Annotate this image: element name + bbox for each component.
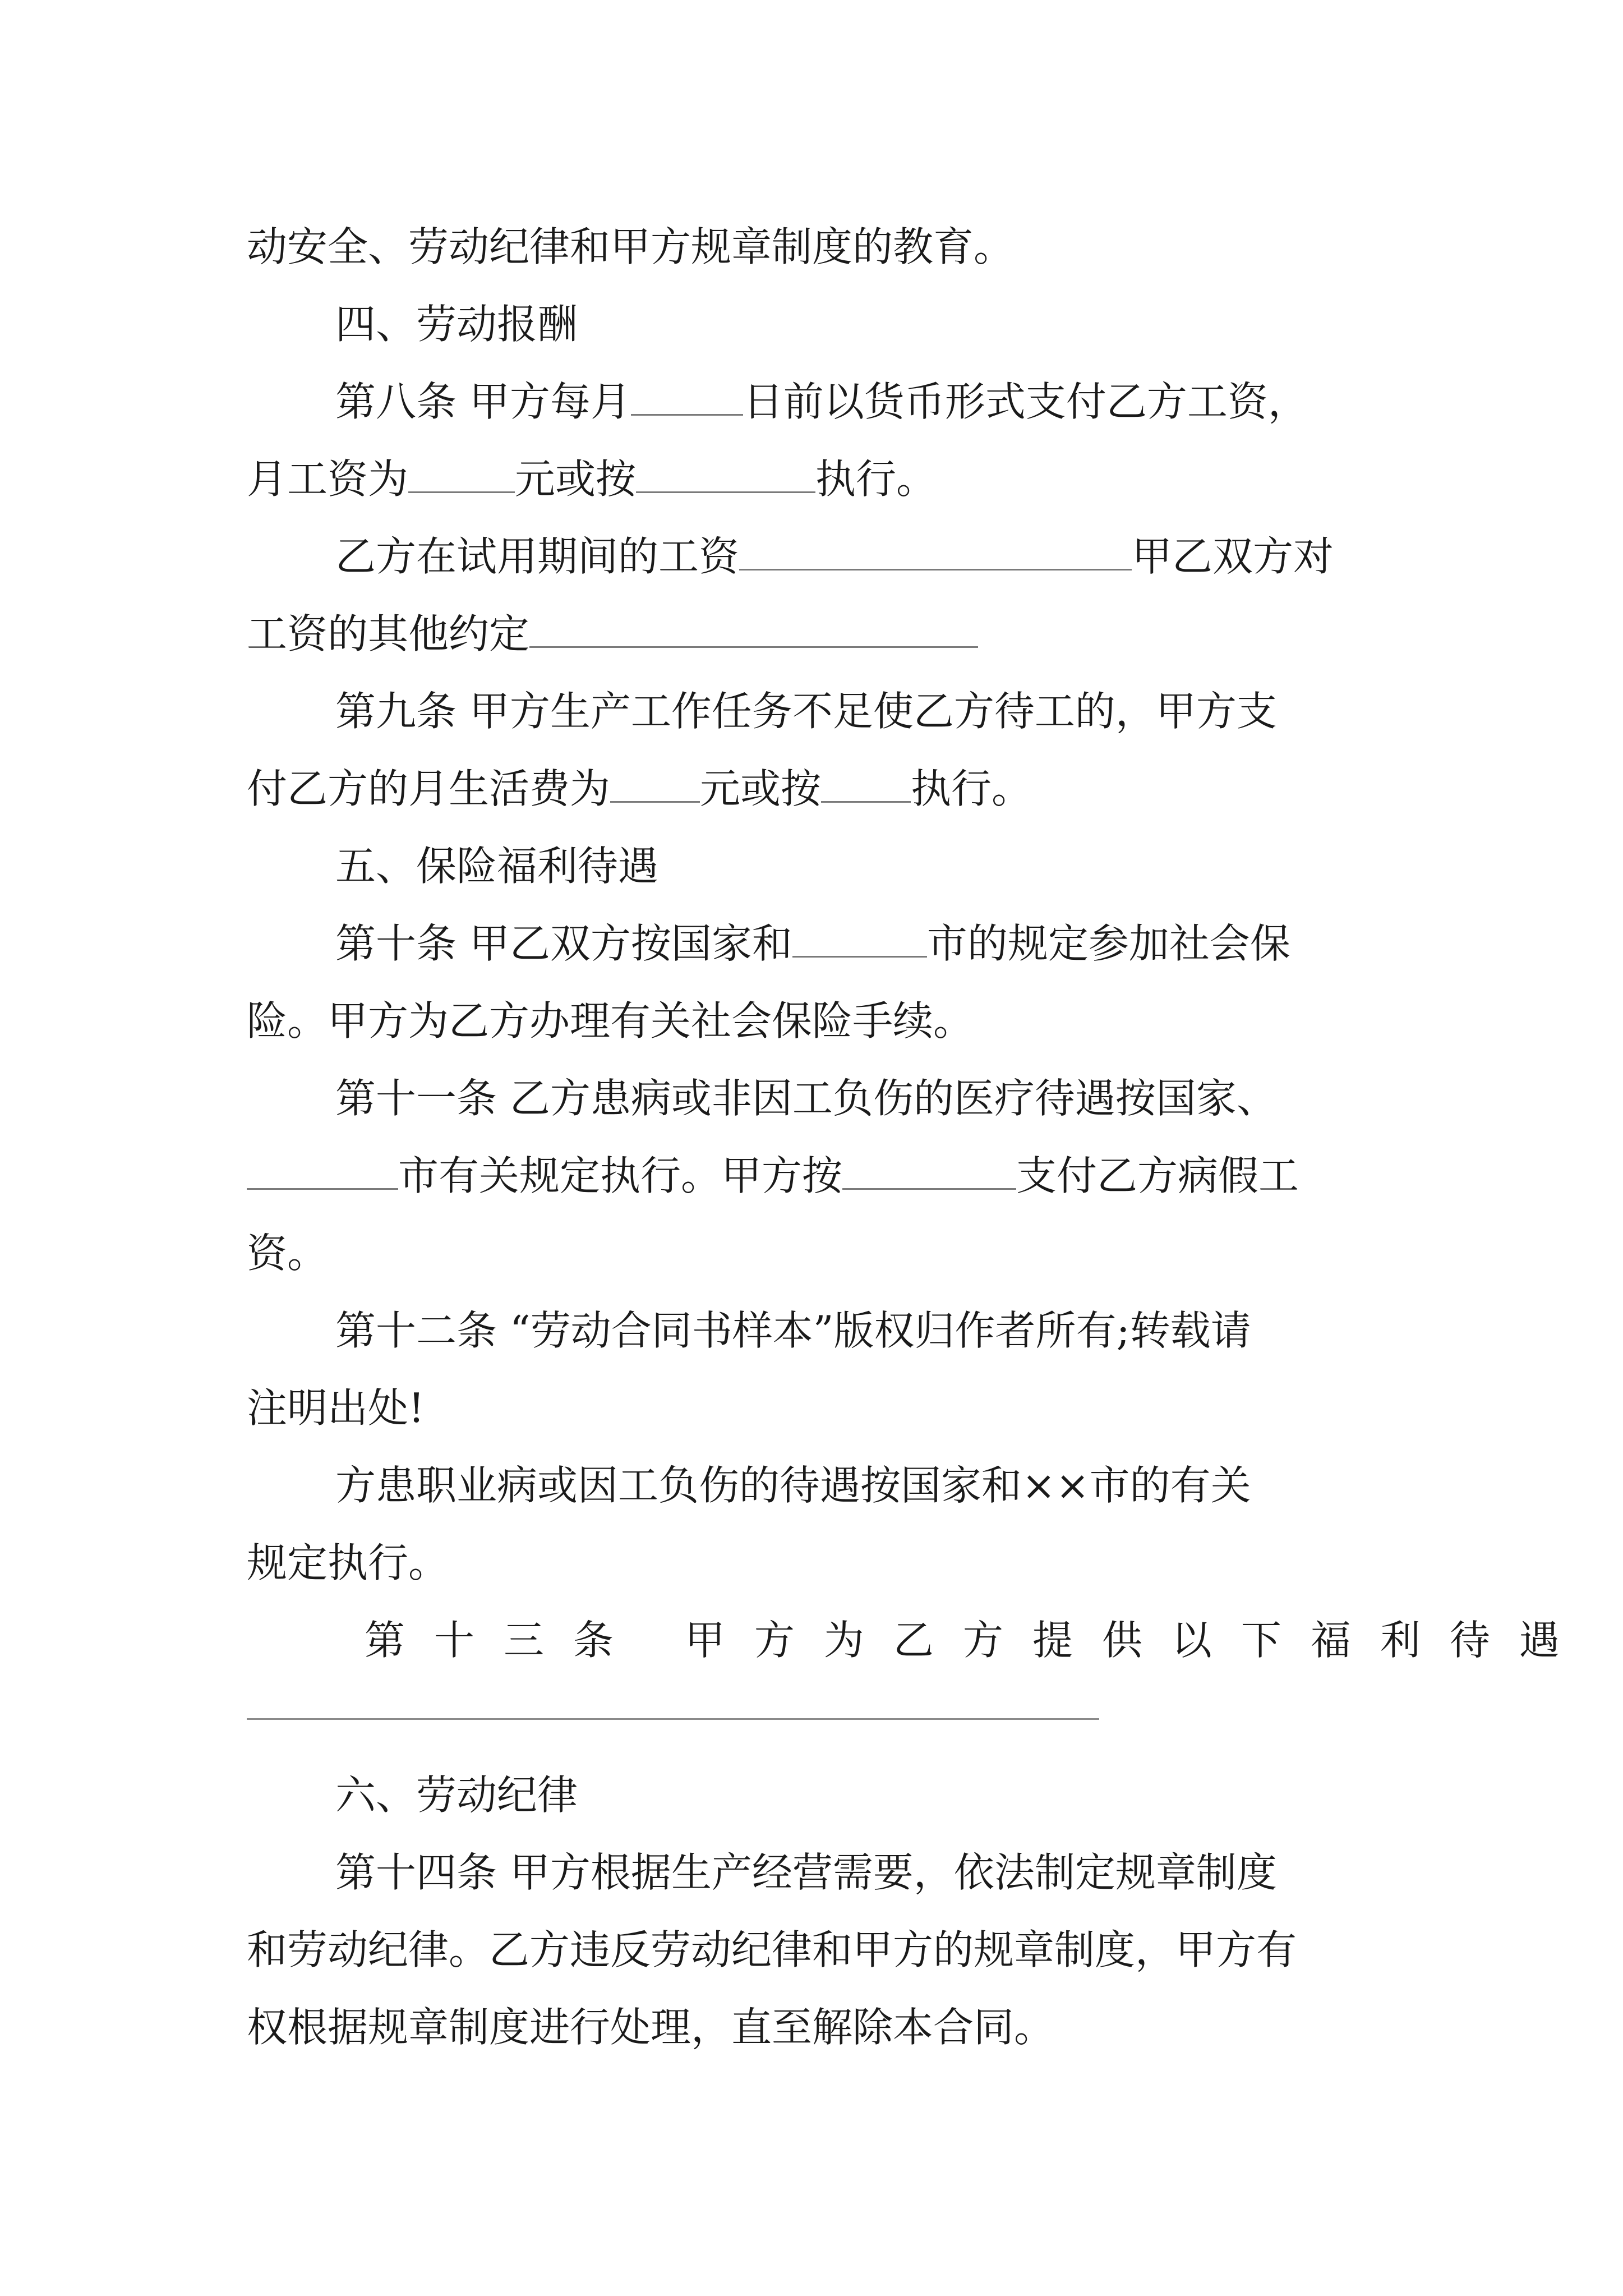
- paragraph-text: 第九条 甲方生产工作任务不足使乙方待工的，甲方支: [335, 688, 1277, 735]
- paragraph-text: 市有关规定执行。甲方按: [398, 1152, 843, 1199]
- paragraph-text: 第十四条 甲方根据生产经营需要，依法制定规章制度: [335, 1849, 1277, 1896]
- text-line: [0, 982, 1623, 1060]
- paragraph-text: 元或按: [700, 765, 822, 812]
- paragraph-text: 第十二条 “劳动合同书样本”版权归作者所有;转载请: [335, 1307, 1251, 1354]
- text-line: [0, 1059, 1623, 1138]
- heading-text: 四、劳动报酬: [335, 301, 578, 348]
- text-line: [0, 1369, 1623, 1447]
- paragraph-text: 支付乙方病假工: [1016, 1152, 1299, 1199]
- paragraph-text: 元或按: [515, 455, 637, 503]
- fill-blank[interactable]: [739, 535, 1132, 570]
- text-line: [0, 1601, 1623, 1680]
- paragraph-text: 日前以货币形式支付乙方工资，: [743, 378, 1308, 425]
- section-heading: [0, 285, 1623, 364]
- paragraph-text: 第八条 甲方每月: [335, 378, 631, 425]
- paragraph-text: 工资的其他约定: [247, 610, 530, 657]
- paragraph-text: 第十条 甲乙双方按国家和: [335, 920, 792, 967]
- fill-blank[interactable]: [792, 922, 927, 958]
- paragraph-text: 动安全、劳动纪律和甲方规章制度的教育。: [247, 223, 1015, 270]
- text-line: [0, 904, 1623, 983]
- paragraph-text: 第十一条 乙方患病或非因工负伤的医疗待遇按国家、: [335, 1075, 1277, 1122]
- paragraph-text: 付乙方的月生活费为: [247, 765, 611, 812]
- text-line: [0, 1833, 1623, 1912]
- text-line: [0, 1214, 1623, 1292]
- text-line: [0, 362, 1623, 441]
- paragraph-text: 权根据规章制度进行处理，直至解除本合同。: [247, 2004, 1055, 2051]
- text-line: [0, 208, 1623, 286]
- paragraph-text: 资。: [247, 1230, 328, 1277]
- fill-blank[interactable]: [631, 380, 743, 416]
- fill-blank[interactable]: [408, 458, 515, 493]
- text-line: [0, 595, 1623, 673]
- paragraph-text: 险。甲方为乙方办理有关社会保险手续。: [247, 997, 974, 1045]
- paragraph-text: 执行。: [911, 765, 1032, 812]
- fill-blank[interactable]: [247, 1154, 398, 1190]
- text-line: [0, 749, 1623, 828]
- fill-blank-line[interactable]: [247, 1718, 1099, 1720]
- text-line: [0, 1911, 1623, 1989]
- fill-blank[interactable]: [821, 767, 911, 803]
- text-line: [0, 1524, 1623, 1602]
- text-line: [0, 1137, 1623, 1215]
- paragraph-text: 乙方在试用期间的工资: [335, 533, 740, 580]
- fill-blank[interactable]: [636, 458, 815, 493]
- fill-blank[interactable]: [610, 767, 700, 803]
- text-line: [0, 1988, 1623, 2067]
- paragraph-text: 甲乙双方对: [1132, 533, 1334, 580]
- paragraph-text: 和劳动纪律。乙方违反劳动纪律和甲方的规章制度，甲方有: [247, 1926, 1297, 1973]
- paragraph-text: 第十三条 甲方为乙方提供以下福利待遇: [365, 1617, 1589, 1664]
- text-line: [0, 517, 1623, 596]
- section-heading: [0, 827, 1623, 905]
- text-line: [0, 1446, 1623, 1525]
- paragraph-text: 月工资为: [247, 455, 409, 503]
- fill-blank[interactable]: [842, 1154, 1016, 1190]
- paragraph-text: 注明出处!: [247, 1384, 425, 1432]
- heading-text: 五、保险福利待遇: [335, 843, 659, 890]
- paragraph-text: 规定执行。: [247, 1539, 449, 1586]
- text-line: [0, 672, 1623, 751]
- section-heading: [0, 1756, 1623, 1834]
- fill-blank[interactable]: [529, 613, 978, 648]
- text-line: [0, 1291, 1623, 1370]
- heading-text: 六、劳动纪律: [335, 1772, 578, 1819]
- text-line: [0, 440, 1623, 518]
- paragraph-text: 市的规定参加社会保: [926, 920, 1290, 967]
- paragraph-text: 执行。: [815, 455, 937, 503]
- paragraph-text: 方患职业病或因工负伤的待遇按国家和××市的有关: [335, 1462, 1251, 1509]
